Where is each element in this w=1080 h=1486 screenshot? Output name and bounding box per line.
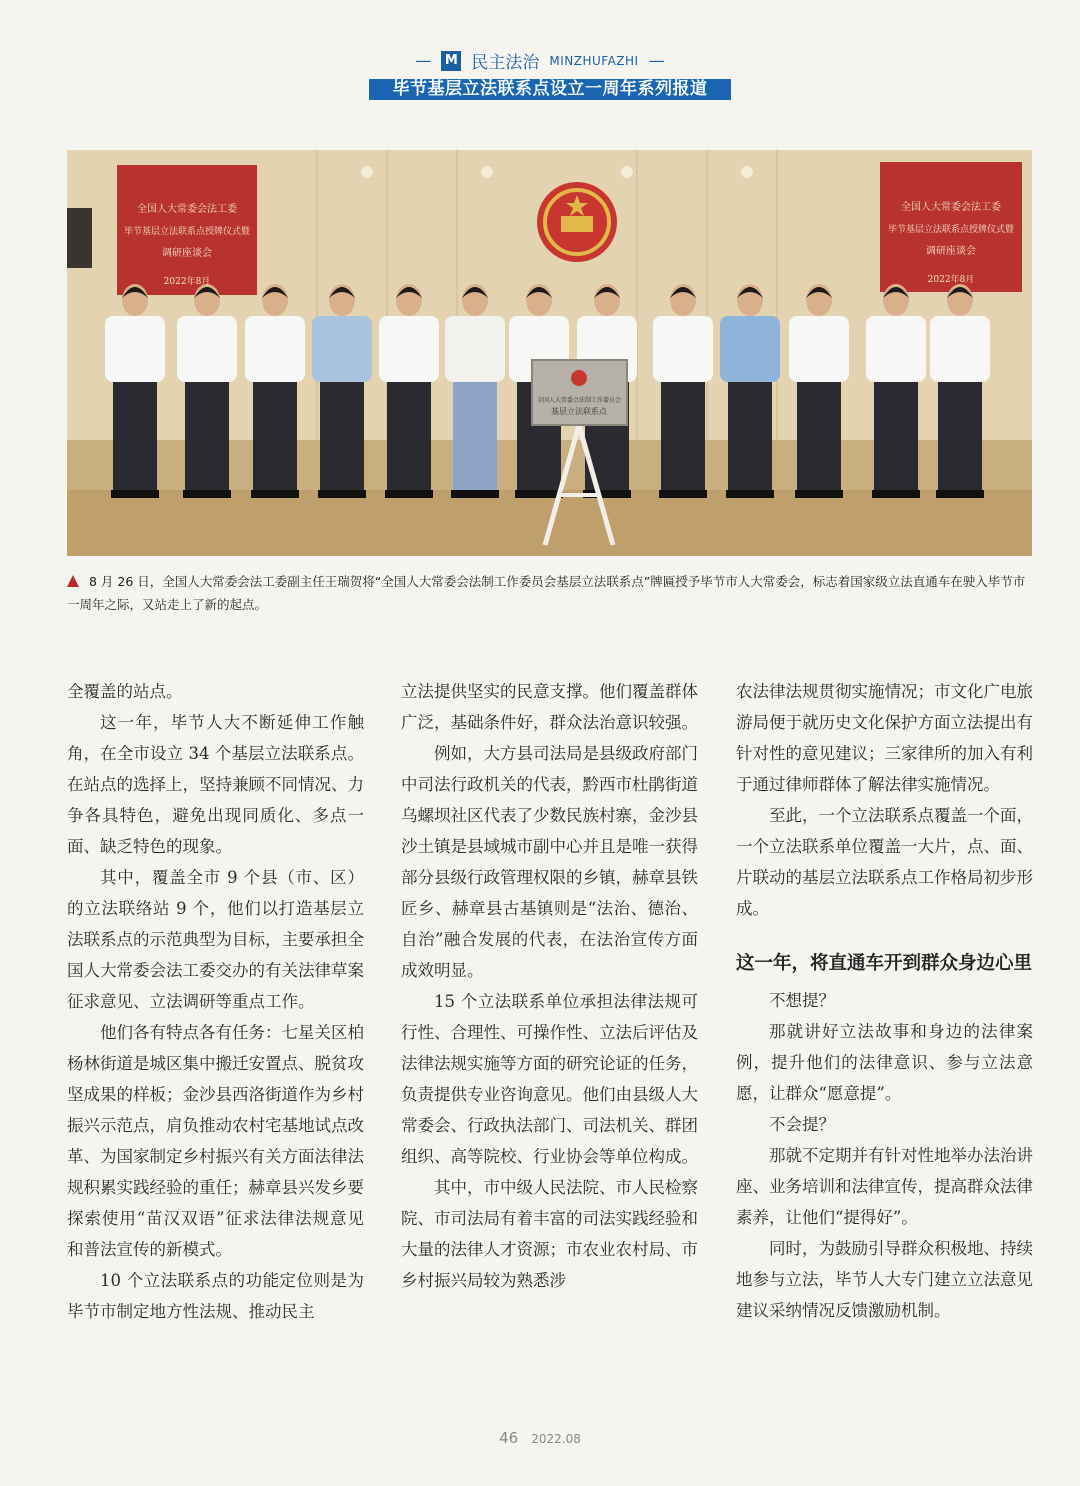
column-header bbox=[0, 48, 1080, 73]
header-dash-right: — bbox=[648, 51, 665, 70]
national-emblem-icon bbox=[537, 182, 617, 262]
article-column-1 bbox=[67, 676, 364, 1327]
person bbox=[653, 284, 713, 498]
left-banner-line-3: 调研座谈会 bbox=[162, 248, 212, 259]
paragraph: 不会提？ bbox=[769, 1115, 835, 1134]
person bbox=[866, 284, 926, 498]
plaque bbox=[532, 360, 627, 425]
paragraph: 立法提供坚实的民意支撑。他们覆盖群体广泛，基础条件好，群众法治意识较强。 bbox=[401, 682, 698, 732]
paragraph: 农法律法规贯彻实施情况；市文化广电旅游局便于就历史文化保护方面立法提出有针对性的意见建议；三家律所的加入有利于通过律师群体了解法律实施情况。 bbox=[736, 682, 1033, 794]
article-column-3 bbox=[736, 676, 1033, 1326]
paragraph: 例如，大方县司法局是县级政府部门中司法行政机关的代表，黔西市杜鹃街道乌螺坝社区代表了少数民族村寨，金沙县沙土镇是县域城市副中心并且是唯一获得部分县级行政管理权限的乡镇，赫章县铁匠乡、赫章县古基镇则是“法治、德治、自治”融合发展的代表，在法治宣传方面成效明显。 bbox=[401, 744, 698, 980]
issue-date: 2022.08 bbox=[531, 1432, 581, 1446]
section-heading: 这一年，将直通车开到群众身边心里 bbox=[736, 953, 1033, 974]
person bbox=[720, 284, 780, 498]
page-footer bbox=[0, 1428, 1080, 1447]
paragraph: 他们各有特点各有任务：七星关区柏杨林街道是城区集中搬迁安置点、脱贫攻坚成果的样板；金沙县西洛街道作为乡村振兴示范点，肩负推动农村宅基地试点改革、为国家制定乡村振兴有关方面法律法规积累实践经验的重任；赫章县兴发乡要探索使用“苗汉双语”征求法律法规意见和普法宣传的新模式。 bbox=[67, 1023, 364, 1259]
paragraph: 那就讲好立法故事和身边的法律案例，提升他们的法律意识、参与立法意愿，让群众“愿意提”。 bbox=[736, 1022, 1033, 1103]
paragraph: 15 个立法联系单位承担法律法规可行性、合理性、可操作性、立法后评估及法律法规实施等方面的研究论证的任务，负责提供专业咨询意见。他们由县级人大常委会、行政执法部门、司法机关、群团组织、高等院校、行业协会等单位构成。 bbox=[401, 992, 698, 1166]
right-banner-line-4: 2022年8月 bbox=[927, 275, 975, 285]
plaque-line-1: 全国人大常委会法制工作委员会 bbox=[536, 397, 622, 404]
paragraph: 其中，市中级人民法院、市人民检察院、市司法局有着丰富的司法实践经验和大量的法律人才资源；市农业农村局、市乡村振兴局较为熟悉涉 bbox=[401, 1178, 698, 1290]
person bbox=[445, 284, 505, 498]
person bbox=[379, 284, 439, 498]
paragraph: 那就不定期并有针对性地举办法治讲座、业务培训和法律宣传，提高群众法律素养，让他们“提得好”。 bbox=[736, 1146, 1033, 1227]
header-dash-left: — bbox=[415, 51, 432, 70]
person bbox=[105, 284, 165, 498]
plaque-line-2: 基层立法联系点 bbox=[551, 407, 607, 416]
paragraph: 其中，覆盖全市 9 个县（市、区）的立法联络站 9 个，他们以打造基层立法联系点的示范典型为目标，主要承担全国人大常委会法工委交办的有关法律草案征求意见、立法调研等重点工作。 bbox=[67, 868, 364, 1011]
person bbox=[245, 284, 305, 498]
right-banner-line-3: 调研座谈会 bbox=[926, 246, 976, 257]
paragraph: 不想提？ bbox=[769, 991, 835, 1010]
caption-marker-icon bbox=[67, 575, 79, 587]
photo-caption bbox=[67, 570, 1034, 616]
article-column-2 bbox=[401, 676, 698, 1296]
paragraph: 10 个立法联系点的功能定位则是为毕节市制定地方性法规、推动民主 bbox=[67, 1271, 364, 1321]
series-title-banner: 毕节基层立法联系点设立一周年系列报道 bbox=[369, 79, 731, 100]
column-name: 民主法治 bbox=[471, 53, 540, 73]
right-banner-line-1: 全国人大常委会法工委 bbox=[901, 202, 1001, 213]
caption-text: 8 月 26 日，全国人大常委会法工委副主任王瑞贺将“全国人大常委会法制工作委员会基层立法联系点”牌匾授予毕节市人大常委会，标志着国家级立法直通车在驶入毕节市一周年之际，又站走上了新的起点。 bbox=[67, 574, 1026, 612]
news-photo bbox=[67, 150, 1032, 556]
paragraph: 全覆盖的站点。 bbox=[67, 682, 183, 701]
paragraph: 这一年，毕节人大不断延伸工作触角，在全市设立 34 个基层立法联系点。在站点的选择上，坚持兼顾不同情况、力争各具特色，避免出现同质化、多点一面、缺乏特色的现象。 bbox=[67, 713, 364, 856]
left-banner-line-2: 毕节基层立法联系点授牌仪式暨 bbox=[123, 227, 251, 237]
left-banner-line-1: 全国人大常委会法工委 bbox=[137, 204, 237, 215]
paragraph: 至此，一个立法联系点覆盖一个面，一个立法联系单位覆盖一大片，点、面、片联动的基层立法联系点工作格局初步形成。 bbox=[736, 806, 1033, 918]
photo-illustration bbox=[67, 150, 1032, 556]
right-banner-line-2: 毕节基层立法联系点授牌仪式暨 bbox=[887, 225, 1015, 235]
person bbox=[930, 284, 990, 498]
person bbox=[789, 284, 849, 498]
column-pinyin: MINZHUFAZHI bbox=[549, 53, 639, 68]
person bbox=[312, 284, 372, 498]
paragraph: 同时，为鼓励引导群众积极地、持续地参与立法，毕节人大专门建立立法意见建议采纳情况反馈激励机制。 bbox=[736, 1239, 1033, 1320]
left-banner-line-4: 2022年8月 bbox=[163, 277, 211, 287]
person bbox=[177, 284, 237, 498]
column-badge-icon: M bbox=[441, 51, 461, 71]
page-number: 46 bbox=[499, 1429, 519, 1447]
